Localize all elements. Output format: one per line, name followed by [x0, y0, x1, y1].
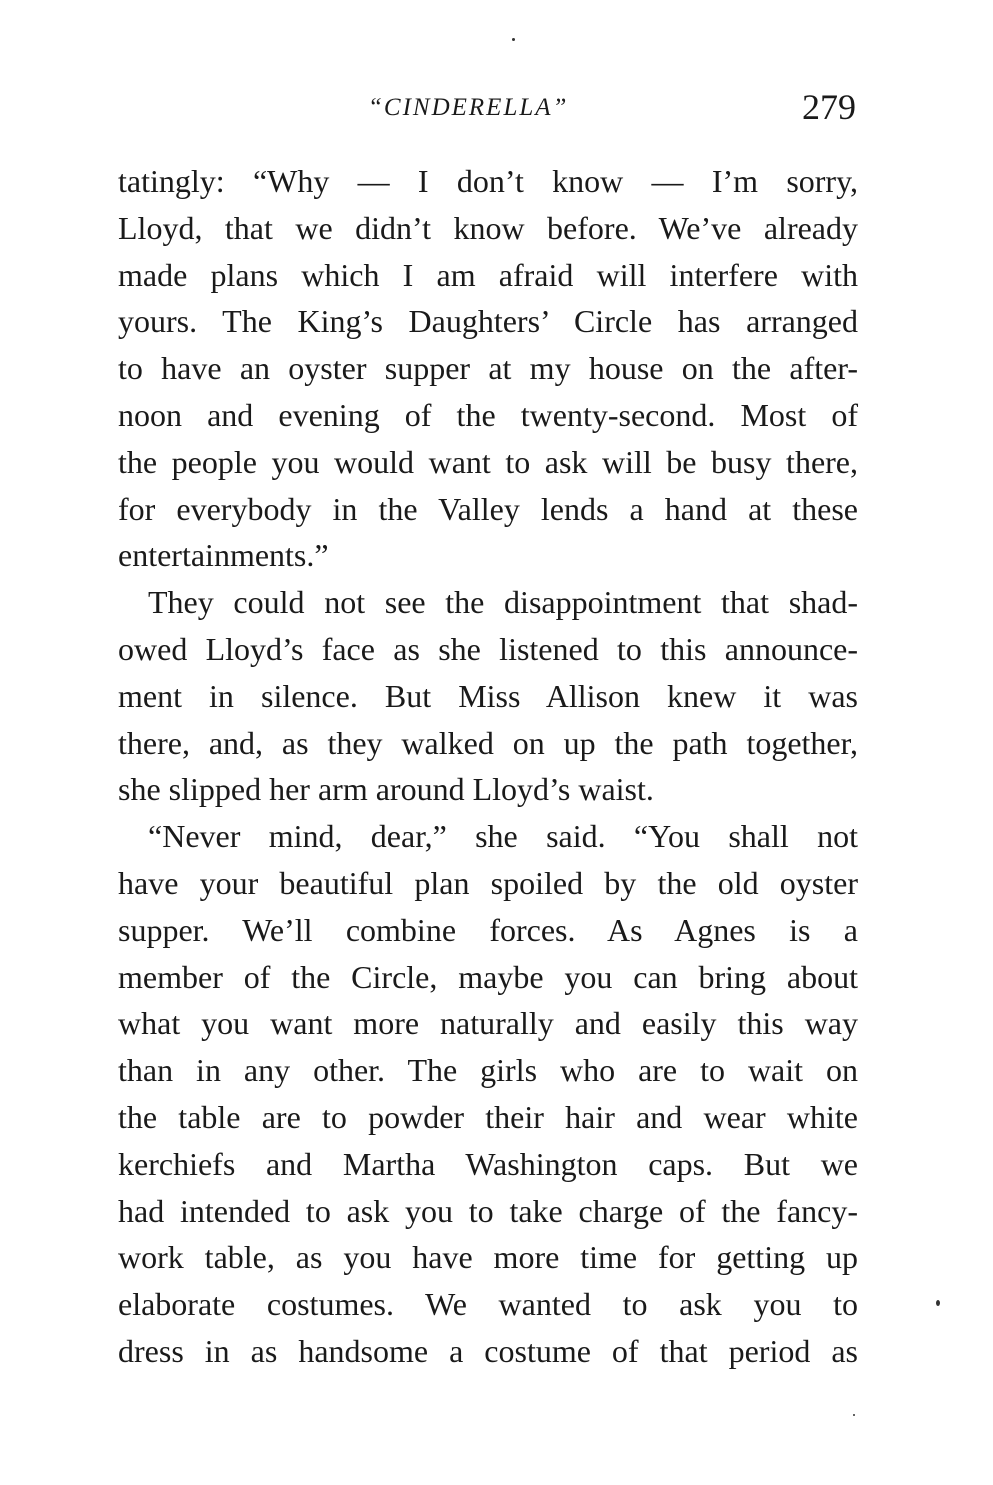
running-head: [118, 86, 860, 130]
text-line: work table, as you have more time for getting up: [118, 1239, 858, 1276]
text-line: there, and, as they walked on up the path together,: [118, 724, 858, 761]
paragraph-2: [118, 579, 858, 813]
scan-speck: [512, 38, 515, 41]
text-line: elaborate costumes. We wanted to ask you to: [118, 1286, 858, 1323]
text-line: made plans which I am afraid will interfere with: [118, 256, 858, 293]
text-line: what you want more naturally and easily this way: [118, 1005, 858, 1042]
text-line: supper. We’ll combine forces. As Agnes is a: [118, 911, 858, 948]
text-line: entertainments.”: [118, 537, 329, 574]
text-line: dress in as handsome a costume of that period as: [118, 1332, 858, 1369]
text-line: ment in silence. But Miss Allison knew it was: [118, 677, 858, 714]
text-line: have your beautiful plan spoiled by the old oyster: [118, 864, 858, 901]
text-line: They could not see the disappointment that shad-: [148, 584, 858, 621]
text-line: for everybody in the Valley lends a hand at these: [118, 490, 858, 527]
text-line: to have an oyster supper at my house on the after-: [118, 350, 858, 387]
text-line: member of the Circle, maybe you can bring about: [118, 958, 858, 995]
scan-speck: [853, 1414, 855, 1416]
text-line: “Never mind, dear,” she said. “You shall not: [148, 818, 858, 855]
text-line: than in any other. The girls who are to wait on: [118, 1052, 858, 1089]
text-line: tatingly: “Why — I don’t know — I’m sorry,: [118, 163, 858, 199]
text-line: Lloyd, that we didn’t know before. We’ve already: [118, 209, 858, 246]
text-line: the people you would want to ask will be busy there,: [118, 443, 858, 480]
running-title: “CINDERELLA”: [368, 94, 569, 121]
paragraph-1: [118, 158, 858, 579]
text-line: the table are to powder their hair and wear white: [118, 1098, 858, 1135]
paragraph-3: [118, 813, 858, 1375]
text-line: she slipped her arm around Lloyd’s waist.: [118, 771, 654, 808]
text-line: had intended to ask you to take charge of the fancy-: [118, 1192, 858, 1229]
scan-speck: [936, 1300, 940, 1306]
body-text: [118, 158, 858, 1375]
text-line: kerchiefs and Martha Washington caps. But we: [118, 1145, 858, 1182]
text-line: owed Lloyd’s face as she listened to this announce-: [118, 630, 858, 667]
page-number: 279: [802, 87, 856, 127]
text-line: noon and evening of the twenty-second. Most of: [118, 396, 858, 433]
text-line: yours. The King’s Daughters’ Circle has arranged: [118, 303, 858, 340]
